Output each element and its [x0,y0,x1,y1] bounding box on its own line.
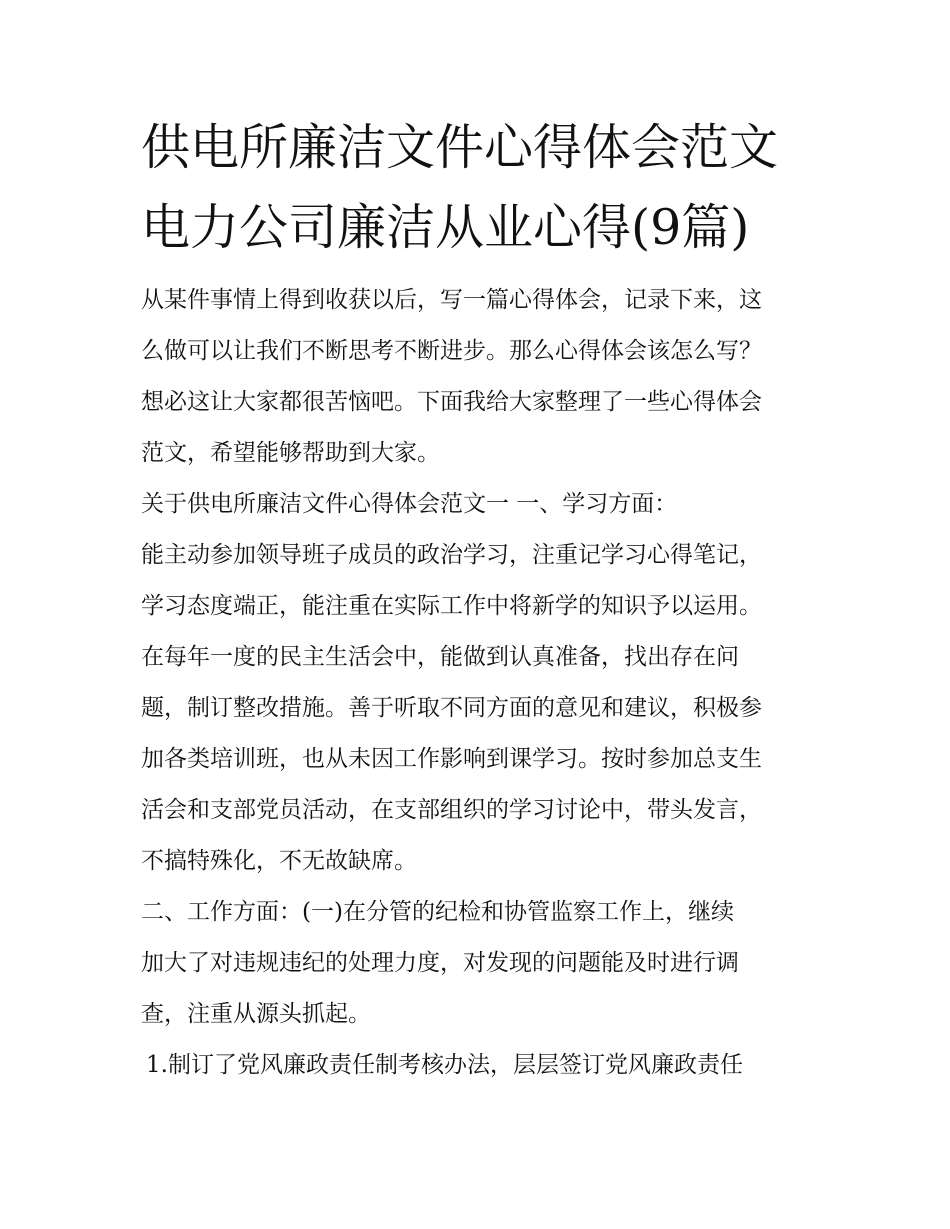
body-line: 想必这让大家都很苦恼吧。下面我给大家整理了一些心得体会 [141,389,762,415]
body-line: 能主动参加领导班子成员的政治学习，注重记学习心得笔记， [141,542,762,568]
body-line: 加大了对违规违纪的处理力度，对发现的问题能及时进行调 [141,950,739,976]
body-line: 范文，希望能够帮助到大家。 [141,440,440,466]
body-line: 活会和支部党员活动，在支部组织的学习讨论中，带头发言， [141,797,762,823]
body-line: 不搞特殊化，不无故缺席。 [141,848,417,874]
body-line: 查，注重从源头抓起。 [141,1001,371,1027]
numbered-item-line: 1.制订了党风廉政责任制考核办法，层层签订党风廉政责任 [146,1052,743,1078]
body-line: 么做可以让我们不断思考不断进步。那么心得体会该怎么写？ [141,338,762,364]
body-line: 在每年一度的民主生活会中，能做到认真准备，找出存在问 [141,644,739,670]
body-line: 加各类培训班，也从未因工作影响到课学习。按时参加总支生 [141,746,762,772]
body-line: 学习态度端正，能注重在实际工作中将新学的知识予以运用。 [141,593,762,619]
body-line: 从某件事情上得到收获以后，写一篇心得体会，记录下来，这 [141,287,762,313]
section-heading-line: 二、工作方面：(一)在分管的纪检和协管监察工作上，继续 [141,899,734,925]
section-heading-line: 关于供电所廉洁文件心得体会范文一 一、学习方面： [141,491,678,517]
document-title-line-2: 电力公司廉洁从业心得(9篇) [141,199,750,256]
body-line: 题，制订整改措施。善于听取不同方面的意见和建议，积极参 [141,695,762,721]
document-title-line-1: 供电所廉洁文件心得体会范文 [141,119,779,176]
